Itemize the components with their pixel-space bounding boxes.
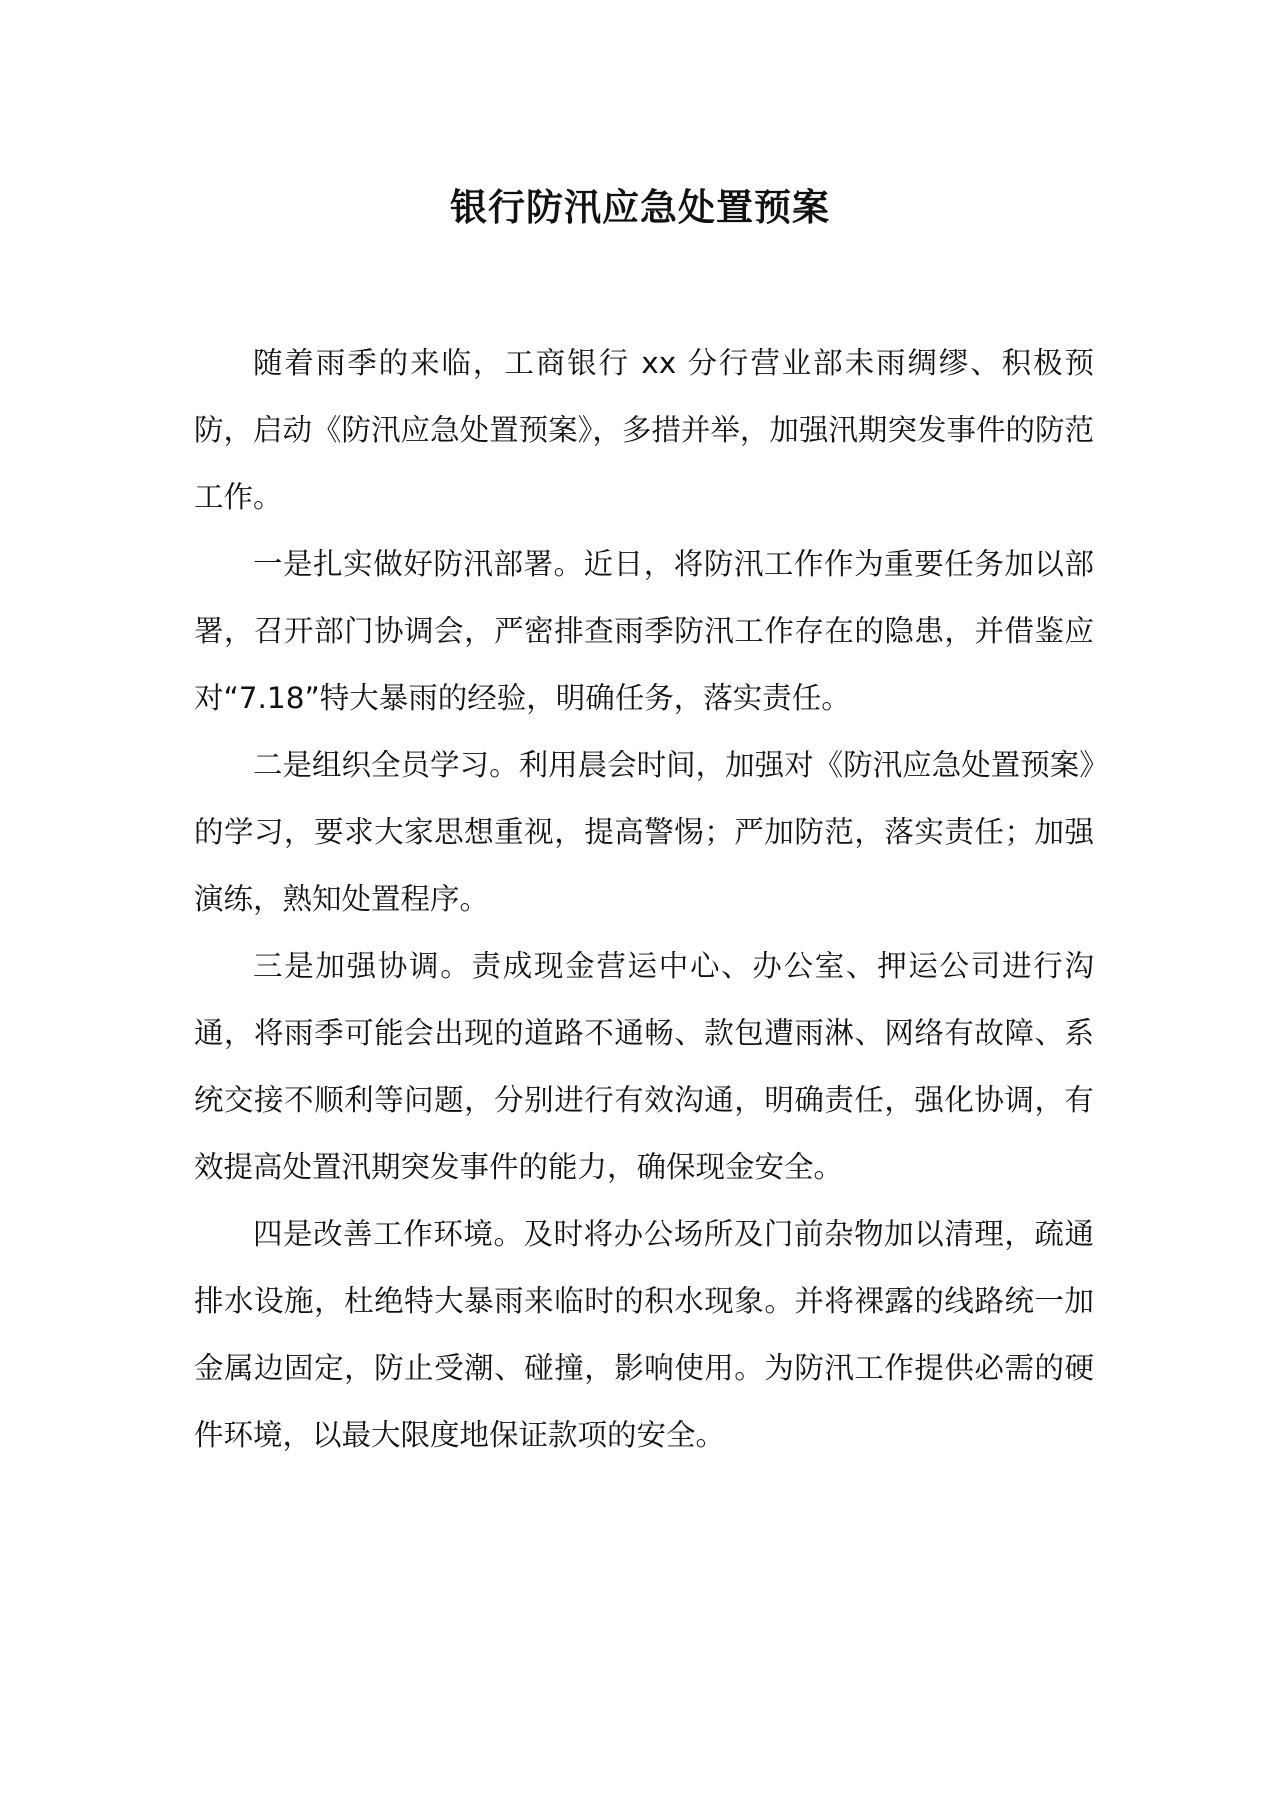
document-body [194, 330, 1094, 1469]
paragraph-study: 二是组织全员学习。利用晨会时间，加强对《防汛应急处置预案》的学习，要求大家思想重视，提高警惕；严加防范，落实责任；加强演练，熟知处置程序。 [194, 748, 1094, 916]
paragraph-intro: 随着雨季的来临，工商银行 xx 分行营业部未雨绸缪、积极预防，启动《防汛应急处置预案》，多措并举，加强汛期突发事件的防范工作。 [194, 346, 1094, 514]
paragraph-deployment: 一是扎实做好防汛部署。近日，将防汛工作作为重要任务加以部署，召开部门协调会，严密排查雨季防汛工作存在的隐患，并借鉴应对“7.18”特大暴雨的经验，明确任务，落实责任。 [194, 547, 1094, 715]
document-title: 银行防汛应急处置预案 [450, 186, 830, 229]
paragraph-coordination: 三是加强协调。责成现金营运中心、办公室、押运公司进行沟通，将雨季可能会出现的道路不通畅、款包遭雨淋、网络有故障、系统交接不顺利等问题，分别进行有效沟通，明确责任，强化协调，有效提高处置汛期突发事件的能力，确保现金安全。 [194, 949, 1094, 1184]
paragraph-environment: 四是改善工作环境。及时将办公场所及门前杂物加以清理，疏通排水设施，杜绝特大暴雨来临时的积水现象。并将裸露的线路统一加金属边固定，防止受潮、碰撞，影响使用。为防汛工作提供必需的硬件环境，以最大限度地保证款项的安全。 [194, 1217, 1094, 1452]
